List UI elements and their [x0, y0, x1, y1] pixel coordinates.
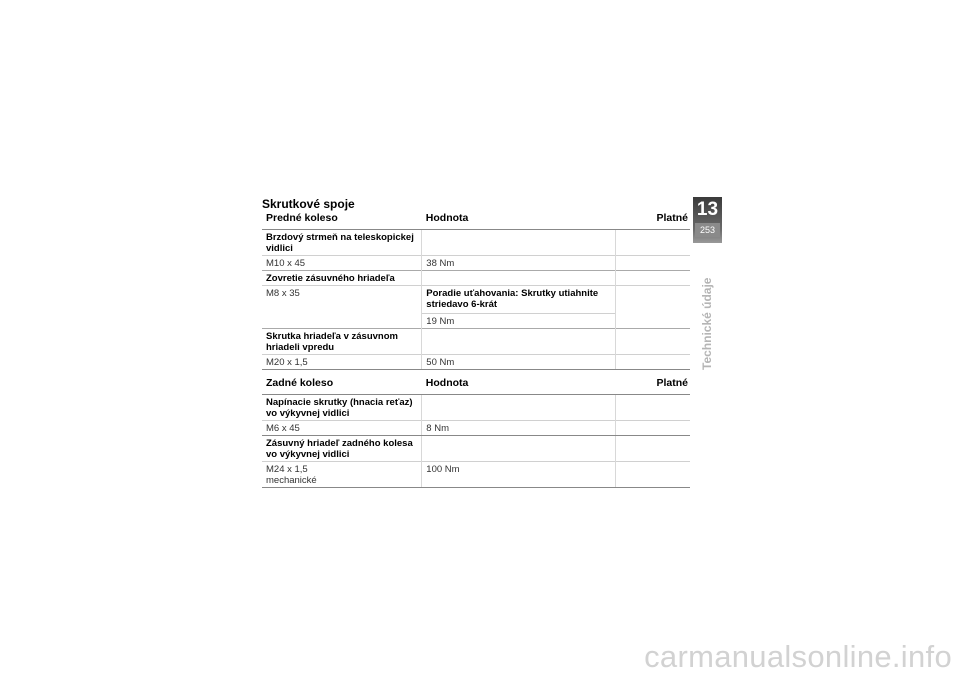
column-header-valid: Platné — [616, 210, 690, 230]
table-row — [262, 421, 690, 436]
page-title: Skrutkové spoje — [262, 197, 355, 211]
table-row — [262, 329, 690, 355]
value-cell: 50 Nm — [422, 355, 616, 370]
group-name: Skrutka hriadeľa v zásuvnom hriadeli vpredu — [262, 329, 422, 355]
value-cell: 38 Nm — [422, 256, 616, 271]
page-number: 253 — [695, 223, 720, 237]
table-row — [262, 256, 690, 271]
torque-table — [262, 210, 690, 488]
torque-value: 19 Nm — [422, 313, 615, 327]
section-header-front-wheel — [262, 210, 690, 230]
spec-cell: M6 x 45 — [262, 421, 422, 436]
table-row — [262, 436, 690, 462]
value-cell — [422, 286, 616, 329]
table-row — [262, 286, 690, 329]
column-header-value: Hodnota — [422, 370, 616, 395]
column-header-valid: Platné — [616, 370, 690, 395]
group-name: Brzdový strmeň na teleskopickej vidlici — [262, 230, 422, 256]
spec-cell: M20 x 1,5 — [262, 355, 422, 370]
spec-note: mechanické — [266, 475, 317, 486]
group-name: Zásuvný hriadeľ zadného kolesa vo výkyvnej vidlici — [266, 438, 413, 460]
table-row — [262, 395, 690, 421]
column-header-value: Hodnota — [422, 210, 616, 230]
spec-cell — [262, 462, 422, 488]
table-row — [262, 355, 690, 370]
chapter-number: 13 — [696, 199, 719, 220]
table-row — [262, 271, 690, 286]
tightening-note: Poradie uťahovania: Skrutky utiahnite striedavo 6-krát — [426, 288, 599, 310]
chapter-tab — [693, 197, 722, 243]
chapter-side-title: Technické údaje — [700, 277, 714, 370]
value-cell: 8 Nm — [422, 421, 616, 436]
column-header-item: Predné koleso — [262, 210, 422, 230]
table-row — [262, 462, 690, 488]
spec-cell: M10 x 45 — [262, 256, 422, 271]
value-cell: 100 Nm — [422, 462, 616, 488]
spec-cell: M8 x 35 — [262, 286, 422, 329]
table-row — [262, 230, 690, 256]
group-name: Zovretie zásuvného hriadeľa — [262, 271, 422, 286]
group-name: Napínacie skrutky (hnacia reťaz) vo výkyvnej vidlici — [266, 397, 413, 419]
spec-size: M24 x 1,5 — [266, 464, 308, 475]
column-header-item: Zadné koleso — [262, 370, 422, 395]
watermark: carmanualsonline.info — [644, 639, 952, 674]
section-header-rear-wheel — [262, 370, 690, 395]
